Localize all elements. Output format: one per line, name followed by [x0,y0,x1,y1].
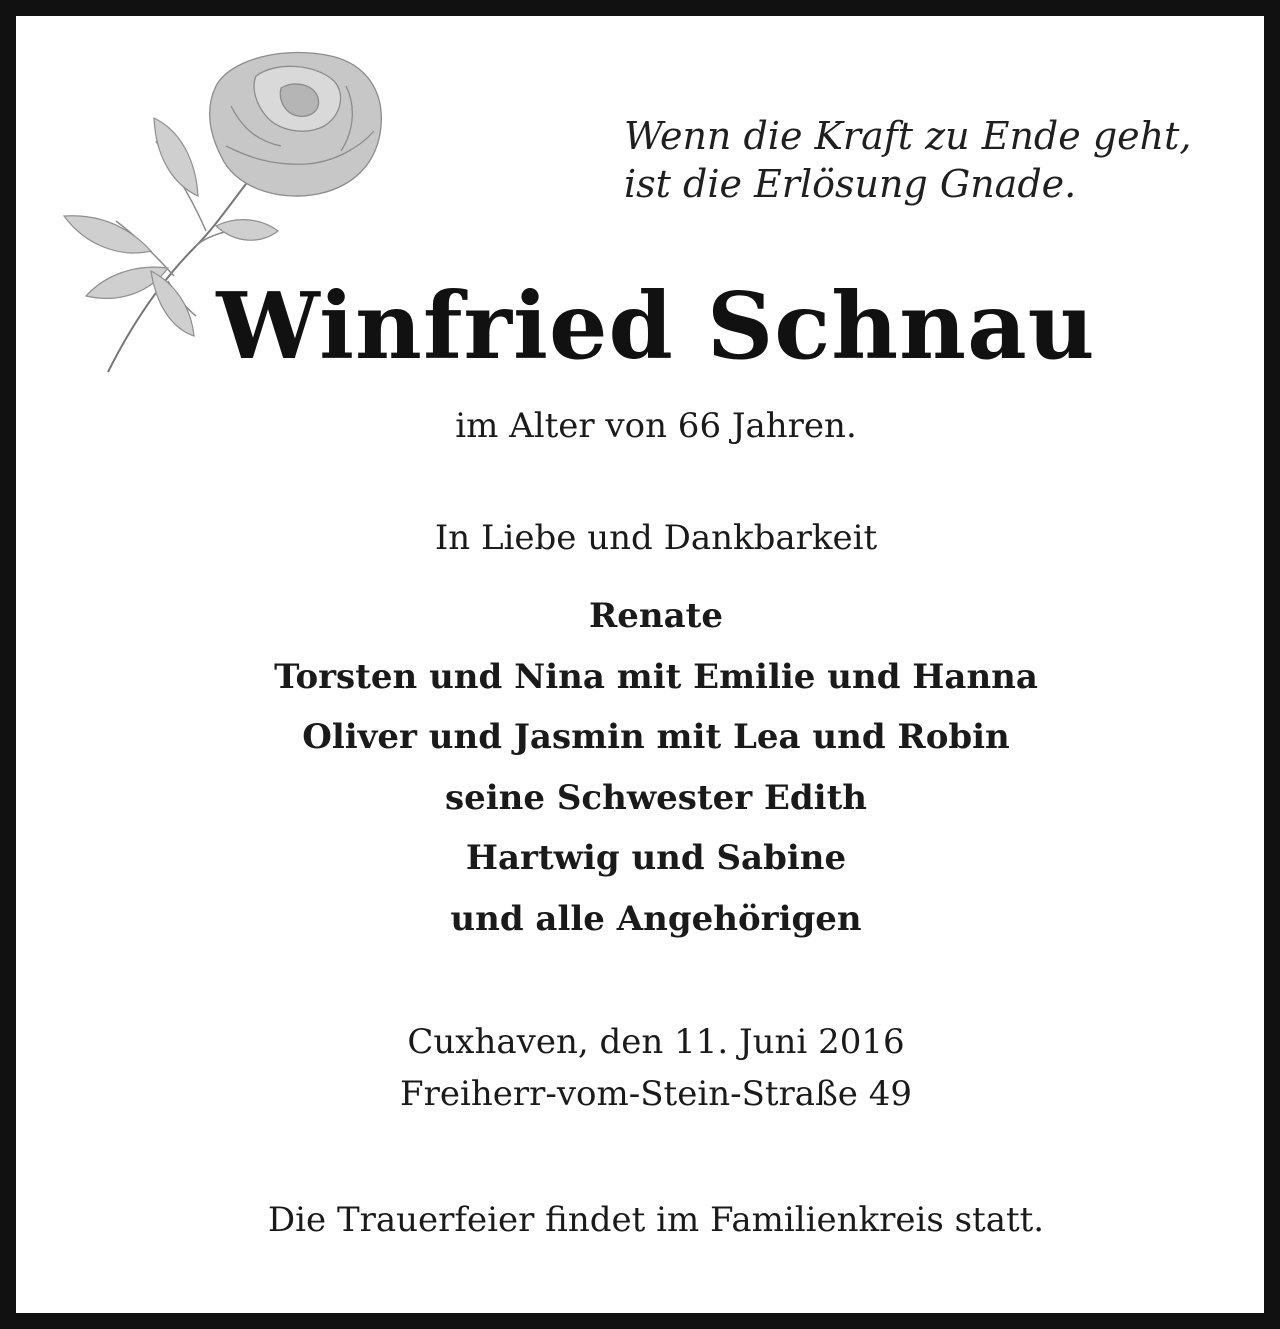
deceased-name: Winfried Schnau [216,272,1096,380]
mourners-list [16,586,1280,949]
mourner-line: seine Schwester Edith [444,777,867,818]
mourner-line: Torsten und Nina mit Emilie und Hanna [274,656,1038,697]
mourners-intro: In Liebe und Dankbarkeit [434,518,878,558]
funeral-note: Die Trauerfeier findet im Familienkreis statt. [267,1200,1045,1240]
age-line: im Alter von 66 Jahren. [455,406,857,446]
place-block [16,1016,1280,1120]
mourner-line: Hartwig und Sabine [465,838,847,878]
place-address: Freiherr-vom-Stein-Straße 49 [400,1074,912,1114]
quote-line-2: ist die Erlösung Gnade. [624,162,1077,206]
mourner-line: und alle Angehörigen [450,898,862,939]
quote [624,112,1244,208]
place-date: Cuxhaven, den 11. Juni 2016 [407,1022,905,1062]
quote-line-1: Wenn die Kraft zu Ende geht, [624,114,1192,158]
mourner-line: Renate [589,596,723,636]
mourner-line: Oliver und Jasmin mit Lea und Robin [302,717,1010,757]
